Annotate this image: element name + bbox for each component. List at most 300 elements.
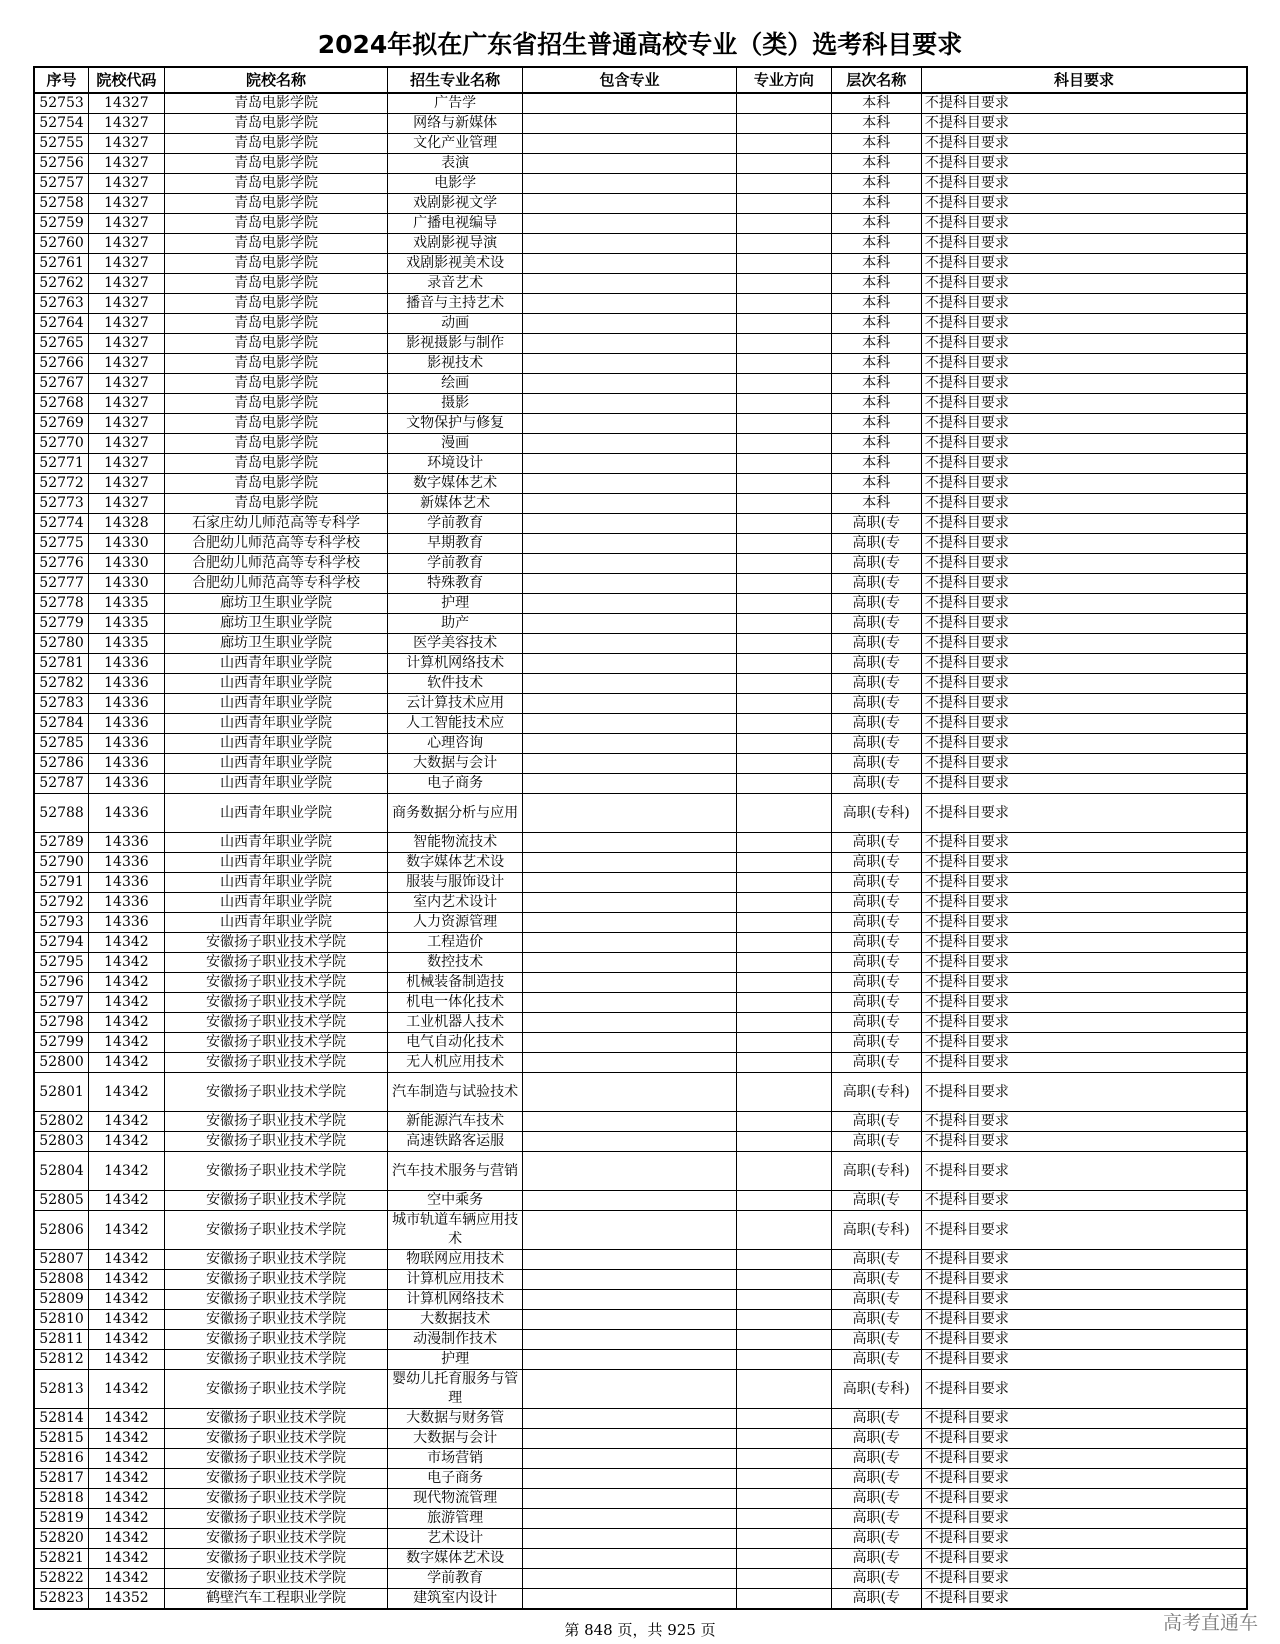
major-direction-cell: [737, 1073, 832, 1112]
included-majors-cell: [522, 1330, 736, 1350]
subject-requirement-cell: 不提科目要求: [921, 973, 1247, 993]
major-name-cell: 汽车制造与试验技术: [388, 1073, 522, 1112]
seq-cell: 52780: [34, 634, 89, 654]
included-majors-cell: [522, 1589, 736, 1610]
major-name-cell: 商务数据分析与应用: [388, 794, 522, 833]
school-name-cell: 青岛电影学院: [164, 174, 388, 194]
table-row: [34, 714, 1247, 734]
subject-requirement-cell: 不提科目要求: [921, 574, 1247, 594]
major-direction-cell: [737, 1569, 832, 1589]
subject-requirement-cell: 不提科目要求: [921, 674, 1247, 694]
major-direction-cell: [737, 1013, 832, 1033]
seq-cell: 52818: [34, 1489, 89, 1509]
seq-cell: 52805: [34, 1191, 89, 1211]
school-name-cell: 青岛电影学院: [164, 334, 388, 354]
included-majors-cell: [522, 214, 736, 234]
included-majors-cell: [522, 953, 736, 973]
table-row: [34, 1013, 1247, 1033]
major-direction-cell: [737, 913, 832, 933]
table-row: [34, 1469, 1247, 1489]
included-majors-cell: [522, 574, 736, 594]
school-name-cell: 廊坊卫生职业学院: [164, 594, 388, 614]
school-code-cell: 14342: [89, 953, 165, 973]
major-direction-cell: [737, 774, 832, 794]
table-row: [34, 174, 1247, 194]
included-majors-cell: [522, 134, 736, 154]
table-row: [34, 314, 1247, 334]
level-cell: 本科: [831, 134, 921, 154]
seq-cell: 52792: [34, 893, 89, 913]
school-code-cell: 14342: [89, 1489, 165, 1509]
included-majors-cell: [522, 1290, 736, 1310]
level-cell: 高职(专: [831, 1350, 921, 1370]
school-code-cell: 14352: [89, 1589, 165, 1610]
school-name-cell: 安徽扬子职业技术学院: [164, 1132, 388, 1152]
level-cell: 高职(专: [831, 534, 921, 554]
included-majors-cell: [522, 154, 736, 174]
level-cell: 本科: [831, 274, 921, 294]
level-cell: 高职(专: [831, 674, 921, 694]
major-name-cell: 医学美容技术: [388, 634, 522, 654]
included-majors-cell: [522, 354, 736, 374]
subject-requirement-cell: 不提科目要求: [921, 154, 1247, 174]
school-code-cell: 14342: [89, 1509, 165, 1529]
school-name-cell: 安徽扬子职业技术学院: [164, 1270, 388, 1290]
included-majors-cell: [522, 973, 736, 993]
seq-cell: 52764: [34, 314, 89, 334]
school-name-cell: 山西青年职业学院: [164, 674, 388, 694]
level-cell: 高职(专: [831, 1132, 921, 1152]
included-majors-cell: [522, 394, 736, 414]
subject-requirement-cell: 不提科目要求: [921, 134, 1247, 154]
school-name-cell: 安徽扬子职业技术学院: [164, 1152, 388, 1191]
school-code-cell: 14342: [89, 1569, 165, 1589]
school-code-cell: 14327: [89, 254, 165, 274]
school-code-cell: 14342: [89, 1033, 165, 1053]
seq-cell: 52770: [34, 434, 89, 454]
school-code-cell: 14327: [89, 334, 165, 354]
level-cell: 本科: [831, 374, 921, 394]
level-cell: 高职(专: [831, 614, 921, 634]
level-cell: 高职(专: [831, 1330, 921, 1350]
level-cell: 高职(专: [831, 953, 921, 973]
seq-cell: 52819: [34, 1509, 89, 1529]
school-code-cell: 14330: [89, 554, 165, 574]
subject-requirement-cell: 不提科目要求: [921, 1330, 1247, 1350]
level-cell: 高职(专: [831, 734, 921, 754]
level-cell: 本科: [831, 434, 921, 454]
school-code-cell: 14327: [89, 294, 165, 314]
table-row: [34, 274, 1247, 294]
table-row: [34, 1033, 1247, 1053]
major-direction-cell: [737, 1370, 832, 1409]
table-row: [34, 873, 1247, 893]
level-cell: 高职(专: [831, 774, 921, 794]
included-majors-cell: [522, 374, 736, 394]
major-name-cell: 电影学: [388, 174, 522, 194]
major-name-cell: 物联网应用技术: [388, 1250, 522, 1270]
school-code-cell: 14342: [89, 1152, 165, 1191]
seq-cell: 52762: [34, 274, 89, 294]
major-direction-cell: [737, 454, 832, 474]
school-name-cell: 青岛电影学院: [164, 354, 388, 374]
school-name-cell: 青岛电影学院: [164, 474, 388, 494]
school-code-cell: 14327: [89, 174, 165, 194]
major-direction-cell: [737, 154, 832, 174]
seq-cell: 52820: [34, 1529, 89, 1549]
school-code-cell: 14327: [89, 474, 165, 494]
level-cell: 高职(专: [831, 554, 921, 574]
school-code-cell: 14336: [89, 734, 165, 754]
major-direction-cell: [737, 634, 832, 654]
level-cell: 高职(专: [831, 1053, 921, 1073]
subject-requirement-cell: 不提科目要求: [921, 873, 1247, 893]
level-cell: 高职(专: [831, 833, 921, 853]
school-code-cell: 14330: [89, 574, 165, 594]
major-direction-cell: [737, 1310, 832, 1330]
subject-requirement-cell: 不提科目要求: [921, 514, 1247, 534]
included-majors-cell: [522, 1370, 736, 1409]
table-row: [34, 494, 1247, 514]
subject-requirement-cell: 不提科目要求: [921, 1429, 1247, 1449]
seq-cell: 52799: [34, 1033, 89, 1053]
major-direction-cell: [737, 494, 832, 514]
subject-requirement-cell: 不提科目要求: [921, 534, 1247, 554]
major-direction-cell: [737, 434, 832, 454]
major-direction-cell: [737, 254, 832, 274]
school-name-cell: 安徽扬子职业技术学院: [164, 1489, 388, 1509]
seq-cell: 52767: [34, 374, 89, 394]
major-name-cell: 无人机应用技术: [388, 1053, 522, 1073]
included-majors-cell: [522, 1409, 736, 1429]
included-majors-cell: [522, 694, 736, 714]
level-cell: 本科: [831, 414, 921, 434]
subject-requirement-cell: 不提科目要求: [921, 1569, 1247, 1589]
seq-cell: 52760: [34, 234, 89, 254]
major-name-cell: 新能源汽车技术: [388, 1112, 522, 1132]
table-row: [34, 1270, 1247, 1290]
table-row: [34, 1370, 1247, 1409]
school-name-cell: 合肥幼儿师范高等专科学校: [164, 574, 388, 594]
major-name-cell: 软件技术: [388, 674, 522, 694]
major-direction-cell: [737, 334, 832, 354]
major-name-cell: 表演: [388, 154, 522, 174]
subject-requirement-cell: 不提科目要求: [921, 494, 1247, 514]
major-direction-cell: [737, 1053, 832, 1073]
level-cell: 本科: [831, 334, 921, 354]
seq-cell: 52809: [34, 1290, 89, 1310]
table-row: [34, 933, 1247, 953]
major-direction-cell: [737, 414, 832, 434]
included-majors-cell: [522, 1033, 736, 1053]
seq-cell: 52788: [34, 794, 89, 833]
level-cell: 高职(专: [831, 873, 921, 893]
level-cell: 本科: [831, 254, 921, 274]
major-name-cell: 助产: [388, 614, 522, 634]
major-direction-cell: [737, 134, 832, 154]
major-direction-cell: [737, 694, 832, 714]
seq-cell: 52778: [34, 594, 89, 614]
included-majors-cell: [522, 674, 736, 694]
seq-cell: 52756: [34, 154, 89, 174]
level-cell: 高职(专科): [831, 1152, 921, 1191]
subject-requirement-cell: 不提科目要求: [921, 1449, 1247, 1469]
table-row: [34, 1350, 1247, 1370]
brand-label: 高考直通车: [1162, 1612, 1258, 1634]
school-name-cell: 安徽扬子职业技术学院: [164, 1429, 388, 1449]
table-row: [34, 1569, 1247, 1589]
school-code-cell: 14342: [89, 973, 165, 993]
school-code-cell: 14327: [89, 214, 165, 234]
subject-requirement-cell: 不提科目要求: [921, 933, 1247, 953]
table-row: [34, 474, 1247, 494]
level-cell: 本科: [831, 194, 921, 214]
seq-cell: 52758: [34, 194, 89, 214]
school-code-cell: 14327: [89, 154, 165, 174]
table-row: [34, 93, 1247, 114]
level-cell: 高职(专: [831, 933, 921, 953]
included-majors-cell: [522, 1211, 736, 1250]
major-name-cell: 数字媒体艺术设: [388, 853, 522, 873]
major-direction-cell: [737, 554, 832, 574]
seq-cell: 52802: [34, 1112, 89, 1132]
level-cell: 高职(专: [831, 1191, 921, 1211]
major-name-cell: 护理: [388, 1350, 522, 1370]
school-name-cell: 山西青年职业学院: [164, 833, 388, 853]
major-name-cell: 大数据与会计: [388, 754, 522, 774]
major-name-cell: 空中乘务: [388, 1191, 522, 1211]
major-name-cell: 建筑室内设计: [388, 1589, 522, 1610]
table-row: [34, 1489, 1247, 1509]
school-code-cell: 14336: [89, 794, 165, 833]
seq-cell: 52822: [34, 1569, 89, 1589]
subject-requirement-cell: 不提科目要求: [921, 1290, 1247, 1310]
school-code-cell: 14330: [89, 534, 165, 554]
level-cell: 高职(专: [831, 993, 921, 1013]
level-cell: 高职(专: [831, 1013, 921, 1033]
level-cell: 高职(专: [831, 1449, 921, 1469]
subject-requirement-cell: 不提科目要求: [921, 354, 1247, 374]
major-direction-cell: [737, 794, 832, 833]
included-majors-cell: [522, 1489, 736, 1509]
school-name-cell: 山西青年职业学院: [164, 794, 388, 833]
level-cell: 高职(专: [831, 1033, 921, 1053]
table-body: [34, 93, 1247, 1609]
table-row: [34, 194, 1247, 214]
major-direction-cell: [737, 873, 832, 893]
school-name-cell: 安徽扬子职业技术学院: [164, 1310, 388, 1330]
subject-requirement-cell: 不提科目要求: [921, 1033, 1247, 1053]
subject-requirement-cell: 不提科目要求: [921, 734, 1247, 754]
seq-cell: 52772: [34, 474, 89, 494]
subject-requirement-cell: 不提科目要求: [921, 234, 1247, 254]
level-cell: 本科: [831, 214, 921, 234]
major-name-cell: 大数据技术: [388, 1310, 522, 1330]
col-header-subject-requirement: 科目要求: [921, 67, 1247, 93]
school-name-cell: 安徽扬子职业技术学院: [164, 1449, 388, 1469]
school-name-cell: 青岛电影学院: [164, 454, 388, 474]
table-row: [34, 534, 1247, 554]
document-title: 2024年拟在广东省招生普通高校专业（类）选考科目要求: [317, 30, 963, 59]
major-name-cell: 戏剧影视文学: [388, 194, 522, 214]
seq-cell: 52803: [34, 1132, 89, 1152]
included-majors-cell: [522, 774, 736, 794]
requirements-table: [33, 66, 1248, 1610]
school-name-cell: 安徽扬子职业技术学院: [164, 1409, 388, 1429]
school-name-cell: 山西青年职业学院: [164, 734, 388, 754]
major-direction-cell: [737, 1033, 832, 1053]
major-name-cell: 动漫制作技术: [388, 1330, 522, 1350]
major-direction-cell: [737, 893, 832, 913]
school-code-cell: 14342: [89, 1211, 165, 1250]
table-row: [34, 1132, 1247, 1152]
subject-requirement-cell: 不提科目要求: [921, 294, 1247, 314]
level-cell: 本科: [831, 93, 921, 114]
subject-requirement-cell: 不提科目要求: [921, 1073, 1247, 1112]
table-row: [34, 654, 1247, 674]
school-code-cell: 14336: [89, 774, 165, 794]
major-name-cell: 特殊教育: [388, 574, 522, 594]
seq-cell: 52776: [34, 554, 89, 574]
seq-cell: 52821: [34, 1549, 89, 1569]
seq-cell: 52763: [34, 294, 89, 314]
subject-requirement-cell: 不提科目要求: [921, 774, 1247, 794]
major-name-cell: 网络与新媒体: [388, 114, 522, 134]
major-name-cell: 大数据与财务管: [388, 1409, 522, 1429]
subject-requirement-cell: 不提科目要求: [921, 1589, 1247, 1610]
seq-cell: 52791: [34, 873, 89, 893]
school-code-cell: 14342: [89, 1132, 165, 1152]
subject-requirement-cell: 不提科目要求: [921, 853, 1247, 873]
major-direction-cell: [737, 1290, 832, 1310]
major-name-cell: 录音艺术: [388, 274, 522, 294]
included-majors-cell: [522, 594, 736, 614]
school-code-cell: 14336: [89, 913, 165, 933]
major-direction-cell: [737, 1509, 832, 1529]
major-name-cell: 绘画: [388, 374, 522, 394]
major-name-cell: 艺术设计: [388, 1529, 522, 1549]
subject-requirement-cell: 不提科目要求: [921, 654, 1247, 674]
included-majors-cell: [522, 1449, 736, 1469]
major-name-cell: 机电一体化技术: [388, 993, 522, 1013]
table-row: [34, 1073, 1247, 1112]
major-direction-cell: [737, 174, 832, 194]
col-header-level: 层次名称: [831, 67, 921, 93]
seq-cell: 52786: [34, 754, 89, 774]
seq-cell: 52775: [34, 534, 89, 554]
table-row: [34, 414, 1247, 434]
col-header-school-code: 院校代码: [89, 67, 165, 93]
major-name-cell: 电子商务: [388, 774, 522, 794]
table-row: [34, 674, 1247, 694]
major-direction-cell: [737, 1409, 832, 1429]
school-code-cell: 14336: [89, 893, 165, 913]
school-name-cell: 青岛电影学院: [164, 93, 388, 114]
seq-cell: 52806: [34, 1211, 89, 1250]
included-majors-cell: [522, 93, 736, 114]
major-name-cell: 护理: [388, 594, 522, 614]
major-name-cell: 云计算技术应用: [388, 694, 522, 714]
school-code-cell: 14327: [89, 394, 165, 414]
major-name-cell: 现代物流管理: [388, 1489, 522, 1509]
seq-cell: 52783: [34, 694, 89, 714]
school-name-cell: 青岛电影学院: [164, 214, 388, 234]
school-code-cell: 14342: [89, 1013, 165, 1033]
major-direction-cell: [737, 754, 832, 774]
school-code-cell: 14336: [89, 674, 165, 694]
school-name-cell: 安徽扬子职业技术学院: [164, 1053, 388, 1073]
seq-cell: 52814: [34, 1409, 89, 1429]
included-majors-cell: [522, 234, 736, 254]
major-name-cell: 播音与主持艺术: [388, 294, 522, 314]
seq-cell: 52755: [34, 134, 89, 154]
major-direction-cell: [737, 354, 832, 374]
major-name-cell: 动画: [388, 314, 522, 334]
seq-cell: 52754: [34, 114, 89, 134]
subject-requirement-cell: 不提科目要求: [921, 794, 1247, 833]
included-majors-cell: [522, 1053, 736, 1073]
major-direction-cell: [737, 1250, 832, 1270]
included-majors-cell: [522, 1132, 736, 1152]
major-name-cell: 戏剧影视导演: [388, 234, 522, 254]
major-name-cell: 广播电视编导: [388, 214, 522, 234]
seq-cell: 52784: [34, 714, 89, 734]
school-name-cell: 山西青年职业学院: [164, 913, 388, 933]
included-majors-cell: [522, 1270, 736, 1290]
major-direction-cell: [737, 833, 832, 853]
level-cell: 本科: [831, 174, 921, 194]
school-name-cell: 安徽扬子职业技术学院: [164, 1549, 388, 1569]
major-direction-cell: [737, 214, 832, 234]
level-cell: 高职(专: [831, 714, 921, 734]
included-majors-cell: [522, 853, 736, 873]
table-row: [34, 953, 1247, 973]
table-row: [34, 1549, 1247, 1569]
level-cell: 高职(专科): [831, 794, 921, 833]
included-majors-cell: [522, 1013, 736, 1033]
included-majors-cell: [522, 993, 736, 1013]
col-header-included-majors: 包含专业: [522, 67, 736, 93]
school-name-cell: 山西青年职业学院: [164, 853, 388, 873]
included-majors-cell: [522, 913, 736, 933]
major-direction-cell: [737, 234, 832, 254]
school-name-cell: 山西青年职业学院: [164, 774, 388, 794]
seq-cell: 52811: [34, 1330, 89, 1350]
major-direction-cell: [737, 394, 832, 414]
table-row: [34, 634, 1247, 654]
table-row: [34, 554, 1247, 574]
table-row: [34, 1250, 1247, 1270]
included-majors-cell: [522, 754, 736, 774]
subject-requirement-cell: 不提科目要求: [921, 1469, 1247, 1489]
subject-requirement-cell: 不提科目要求: [921, 554, 1247, 574]
school-code-cell: 14342: [89, 1469, 165, 1489]
table-row: [34, 114, 1247, 134]
school-name-cell: 山西青年职业学院: [164, 654, 388, 674]
subject-requirement-cell: 不提科目要求: [921, 1350, 1247, 1370]
school-name-cell: 青岛电影学院: [164, 294, 388, 314]
included-majors-cell: [522, 1112, 736, 1132]
subject-requirement-cell: 不提科目要求: [921, 754, 1247, 774]
school-name-cell: 石家庄幼儿师范高等专科学: [164, 514, 388, 534]
school-name-cell: 安徽扬子职业技术学院: [164, 1211, 388, 1250]
seq-cell: 52753: [34, 93, 89, 114]
major-direction-cell: [737, 1112, 832, 1132]
col-header-seq: 序号: [34, 67, 89, 93]
school-name-cell: 安徽扬子职业技术学院: [164, 1509, 388, 1529]
included-majors-cell: [522, 1310, 736, 1330]
major-name-cell: 城市轨道车辆应用技术: [388, 1211, 522, 1250]
